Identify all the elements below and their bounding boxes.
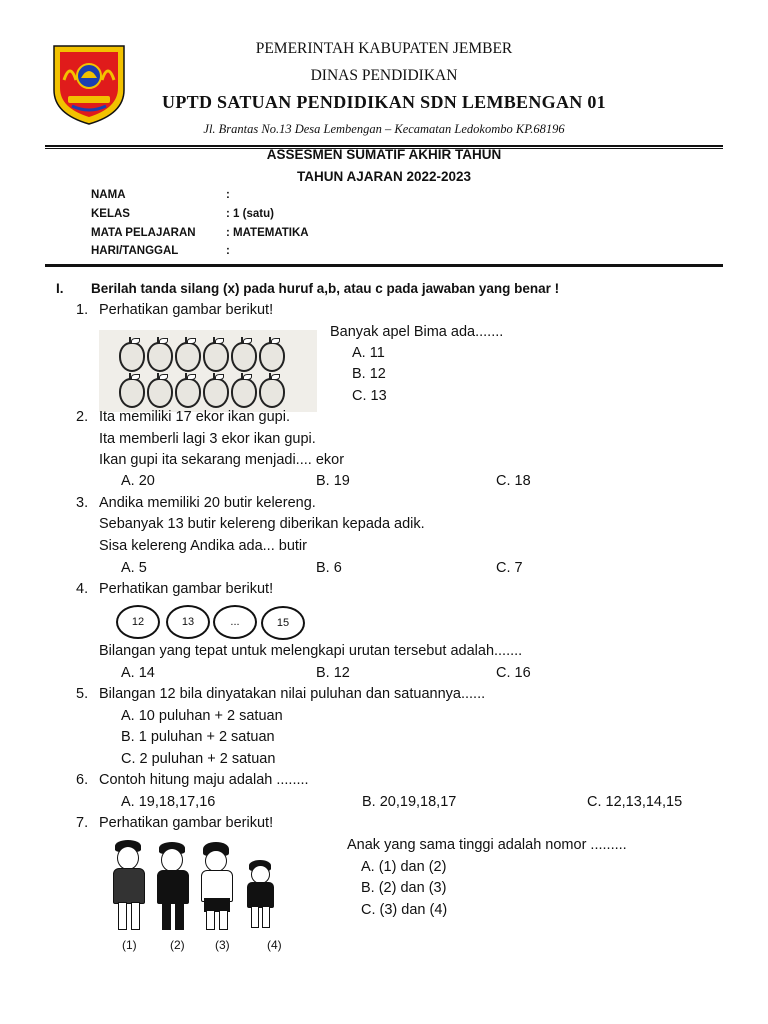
q1-prompt: Banyak apel Bima ada....... (330, 324, 504, 340)
identity-value-tanggal: : (226, 245, 230, 257)
sequence-circle: 15 (261, 606, 305, 640)
identity-label-nama: NAMA (91, 189, 126, 201)
q1-option-c[interactable]: C. 13 (352, 388, 387, 404)
exam-title: ASSESMEN SUMATIF AKHIR TAHUN (266, 147, 502, 162)
q4-prompt: Bilangan yang tepat untuk melengkapi urutan tersebut adalah....... (99, 643, 523, 659)
q6-option-a[interactable]: A. 19,18,17,16 (121, 794, 216, 810)
exam-year: TAHUN AJARAN 2022-2023 (296, 169, 472, 184)
q6-text: Contoh hitung maju adalah ........ (99, 772, 309, 788)
q4-option-c[interactable]: C. 16 (496, 665, 531, 681)
q5-option-c[interactable]: C. 2 puluhan + 2 satuan (121, 751, 276, 767)
q3-option-c[interactable]: C. 7 (496, 560, 523, 576)
q7-option-c[interactable]: C. (3) dan (4) (361, 902, 448, 918)
q4-option-a[interactable]: A. 14 (121, 665, 155, 681)
q4-option-b[interactable]: B. 12 (316, 665, 350, 681)
sequence-circle: 12 (116, 605, 160, 639)
identity-divider (45, 264, 723, 267)
identity-label-mapel: MATA PELAJARAN (91, 227, 196, 239)
q7-number: 7. (76, 815, 89, 831)
figure-label: (3) (215, 938, 230, 952)
school-address: Jl. Brantas No.13 Desa Lembengan – Kecamatan Ledokombo KP.68196 (203, 122, 565, 136)
section-number: I. (56, 281, 64, 296)
identity-value-mapel: : MATEMATIKA (226, 227, 309, 239)
q2-option-c[interactable]: C. 18 (496, 473, 531, 489)
q1-number: 1. (76, 302, 89, 318)
q2-line: Ita memiliki 17 ekor ikan gupi. (99, 409, 290, 425)
q5-text: Bilangan 12 bila dinyatakan nilai puluhan dan satuannya...... (99, 686, 486, 702)
q3-line: Sisa kelereng Andika ada... butir (99, 538, 307, 554)
q3-number: 3. (76, 495, 89, 511)
figure-label: (2) (170, 938, 185, 952)
q7-prompt: Anak yang sama tinggi adalah nomor ......... (347, 837, 627, 853)
apples-image (99, 330, 317, 412)
q5-option-a[interactable]: A. 10 puluhan + 2 satuan (121, 708, 283, 724)
identity-value-nama: : (226, 189, 230, 201)
q2-line: Ikan gupi ita sekarang menjadi.... ekor (99, 452, 345, 468)
q3-line: Andika memiliki 20 butir kelereng. (99, 495, 316, 511)
identity-label-tanggal: HARI/TANGGAL (91, 245, 179, 257)
sequence-circle: 13 (166, 605, 210, 639)
q3-line: Sebanyak 13 butir kelereng diberikan kepada adik. (99, 516, 425, 532)
q6-option-c[interactable]: C. 12,13,14,15 (587, 794, 683, 810)
header-government: PEMERINTAH KABUPATEN JEMBER (255, 40, 513, 57)
identity-value-kelas: : 1 (satu) (226, 208, 274, 220)
q2-number: 2. (76, 409, 89, 425)
q3-option-a[interactable]: A. 5 (121, 560, 147, 576)
children-image (105, 838, 290, 938)
q4-number: 4. (76, 581, 89, 597)
q7-option-a[interactable]: A. (1) dan (2) (361, 859, 447, 875)
q5-option-b[interactable]: B. 1 puluhan + 2 satuan (121, 729, 275, 745)
q7-option-b[interactable]: B. (2) dan (3) (361, 880, 447, 896)
q6-option-b[interactable]: B. 20,19,18,17 (362, 794, 457, 810)
figure-label: (1) (122, 938, 137, 952)
q1-option-b[interactable]: B. 12 (352, 366, 386, 382)
q6-number: 6. (76, 772, 89, 788)
q1-text: Perhatikan gambar berikut! (99, 302, 274, 318)
figure-label: (4) (267, 938, 282, 952)
school-name: UPTD SATUAN PENDIDIKAN SDN LEMBENGAN 01 (162, 92, 606, 112)
q2-line: Ita memberli lagi 3 ekor ikan gupi. (99, 431, 316, 447)
q2-option-a[interactable]: A. 20 (121, 473, 155, 489)
section-instruction: Berilah tanda silang (x) pada huruf a,b, atau c pada jawaban yang benar ! (91, 281, 560, 296)
q3-option-b[interactable]: B. 6 (316, 560, 342, 576)
q4-text: Perhatikan gambar berikut! (99, 581, 274, 597)
identity-label-kelas: KELAS (91, 208, 130, 220)
q7-text: Perhatikan gambar berikut! (99, 815, 274, 831)
header-department: DINAS PENDIDIKAN (310, 67, 458, 84)
sequence-circle: ... (213, 605, 257, 639)
q5-number: 5. (76, 686, 89, 702)
q2-option-b[interactable]: B. 19 (316, 473, 350, 489)
q1-option-a[interactable]: A. 11 (352, 345, 385, 361)
